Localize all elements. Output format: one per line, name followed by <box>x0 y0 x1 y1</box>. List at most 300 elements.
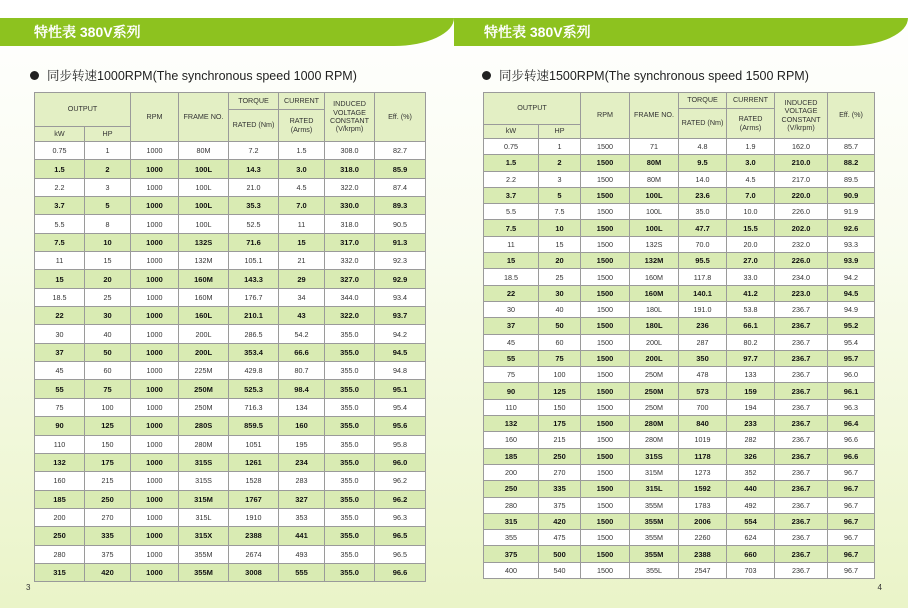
cell-current: 440 <box>727 481 775 497</box>
table-row <box>484 383 875 399</box>
cell-hp: 30 <box>539 285 581 301</box>
cell-eff: 88.2 <box>828 155 875 171</box>
cell-rpm: 1000 <box>131 343 179 361</box>
cell-torque: 140.1 <box>679 285 727 301</box>
cell-hp: 150 <box>539 399 581 415</box>
cell-frame: 200L <box>630 334 679 350</box>
cell-rpm: 1500 <box>581 530 630 546</box>
cell-torque: 70.0 <box>679 236 727 252</box>
cell-hp: 5 <box>539 187 581 203</box>
cell-eff: 91.3 <box>375 233 426 251</box>
cell-eff: 96.5 <box>375 545 426 563</box>
table-row <box>484 481 875 497</box>
cell-rpm: 1500 <box>581 139 630 155</box>
cell-current: 660 <box>727 546 775 562</box>
table-row <box>35 545 426 563</box>
cell-torque: 35.3 <box>229 197 279 215</box>
table-row <box>484 530 875 546</box>
page-number: 3 <box>26 583 31 592</box>
cell-voltage: 355.0 <box>325 417 375 435</box>
cell-hp: 420 <box>85 563 131 581</box>
header-torque: TORQUE <box>679 93 727 109</box>
cell-hp: 540 <box>539 562 581 578</box>
cell-eff: 95.1 <box>375 380 426 398</box>
cell-frame: 355M <box>630 546 679 562</box>
cell-voltage: 162.0 <box>775 139 828 155</box>
cell-rpm: 1000 <box>131 453 179 471</box>
cell-torque: 47.7 <box>679 220 727 236</box>
cell-current: 1.9 <box>727 139 775 155</box>
cell-kw: 45 <box>484 334 539 350</box>
cell-eff: 96.0 <box>828 367 875 383</box>
cell-frame: 250M <box>179 380 229 398</box>
cell-torque: 1261 <box>229 453 279 471</box>
table-row <box>35 508 426 526</box>
table-row <box>35 252 426 270</box>
table-row <box>484 269 875 285</box>
cell-frame: 315L <box>179 508 229 526</box>
cell-torque: 1528 <box>229 472 279 490</box>
table-row <box>35 343 426 361</box>
cell-eff: 95.2 <box>828 318 875 334</box>
cell-kw: 2.2 <box>484 171 539 187</box>
cell-rpm: 1000 <box>131 288 179 306</box>
cell-kw: 185 <box>35 490 85 508</box>
cell-torque: 71.6 <box>229 233 279 251</box>
table-row <box>35 270 426 288</box>
table-row <box>484 448 875 464</box>
cell-torque: 859.5 <box>229 417 279 435</box>
cell-eff: 96.0 <box>375 453 426 471</box>
cell-kw: 3.7 <box>484 187 539 203</box>
cell-rpm: 1000 <box>131 307 179 325</box>
cell-voltage: 236.7 <box>775 546 828 562</box>
cell-current: 10.0 <box>727 204 775 220</box>
cell-current: 4.5 <box>279 178 325 196</box>
cell-frame: 355M <box>630 497 679 513</box>
cell-rpm: 1500 <box>581 220 630 236</box>
cell-hp: 270 <box>539 464 581 480</box>
cell-kw: 0.75 <box>484 139 539 155</box>
cell-eff: 89.5 <box>828 171 875 187</box>
cell-rpm: 1500 <box>581 155 630 171</box>
cell-hp: 15 <box>539 236 581 252</box>
table-row <box>35 563 426 581</box>
header-voltage: INDUCED VOLTAGE CONSTANT (V/krpm) <box>775 93 828 139</box>
cell-kw: 90 <box>484 383 539 399</box>
cell-kw: 55 <box>484 350 539 366</box>
cell-current: 3.0 <box>279 160 325 178</box>
cell-frame: 160M <box>179 288 229 306</box>
cell-current: 98.4 <box>279 380 325 398</box>
cell-voltage: 236.7 <box>775 301 828 317</box>
cell-current: 27.0 <box>727 253 775 269</box>
cell-frame: 315L <box>630 481 679 497</box>
cell-hp: 335 <box>539 481 581 497</box>
table-row <box>35 178 426 196</box>
table-body <box>484 139 875 579</box>
cell-torque: 236 <box>679 318 727 334</box>
cell-current: 555 <box>279 563 325 581</box>
cell-current: 15.5 <box>727 220 775 236</box>
cell-kw: 110 <box>35 435 85 453</box>
header-rpm: RPM <box>131 93 179 142</box>
cell-rpm: 1500 <box>581 269 630 285</box>
cell-torque: 1783 <box>679 497 727 513</box>
cell-eff: 93.7 <box>375 307 426 325</box>
header-rpm: RPM <box>581 93 630 139</box>
cell-eff: 92.3 <box>375 252 426 270</box>
spec-table-1000rpm <box>34 92 426 582</box>
cell-frame: 71 <box>630 139 679 155</box>
cell-torque: 287 <box>679 334 727 350</box>
subtitle-text: 同步转速1500RPM(The synchronous speed 1500 RPM) <box>499 69 809 83</box>
cell-rpm: 1000 <box>131 380 179 398</box>
cell-current: 195 <box>279 435 325 453</box>
cell-voltage: 236.7 <box>775 399 828 415</box>
cell-voltage: 236.7 <box>775 432 828 448</box>
cell-rpm: 1500 <box>581 367 630 383</box>
cell-kw: 22 <box>484 285 539 301</box>
cell-kw: 185 <box>484 448 539 464</box>
cell-torque: 2674 <box>229 545 279 563</box>
cell-hp: 100 <box>85 398 131 416</box>
cell-torque: 9.5 <box>679 155 727 171</box>
cell-rpm: 1500 <box>581 399 630 415</box>
cell-rpm: 1500 <box>581 432 630 448</box>
page-right <box>454 0 908 608</box>
cell-voltage: 236.7 <box>775 350 828 366</box>
table-row <box>484 301 875 317</box>
cell-current: 41.2 <box>727 285 775 301</box>
cell-current: 282 <box>727 432 775 448</box>
cell-kw: 160 <box>35 472 85 490</box>
cell-kw: 355 <box>484 530 539 546</box>
subtitle-text: 同步转速1000RPM(The synchronous speed 1000 RPM) <box>47 69 357 83</box>
cell-eff: 94.5 <box>828 285 875 301</box>
cell-frame: 315S <box>179 472 229 490</box>
cell-voltage: 236.7 <box>775 416 828 432</box>
cell-frame: 160M <box>179 270 229 288</box>
cell-frame: 100L <box>179 160 229 178</box>
cell-hp: 335 <box>85 527 131 545</box>
cell-frame: 160M <box>630 285 679 301</box>
cell-kw: 110 <box>484 399 539 415</box>
cell-eff: 96.5 <box>375 527 426 545</box>
cell-hp: 15 <box>85 252 131 270</box>
table-row <box>484 562 875 578</box>
table-row <box>484 155 875 171</box>
cell-rpm: 1500 <box>581 350 630 366</box>
cell-torque: 191.0 <box>679 301 727 317</box>
cell-hp: 475 <box>539 530 581 546</box>
cell-torque: 35.0 <box>679 204 727 220</box>
cell-frame: 160L <box>179 307 229 325</box>
cell-torque: 95.5 <box>679 253 727 269</box>
cell-eff: 94.2 <box>828 269 875 285</box>
cell-kw: 90 <box>35 417 85 435</box>
cell-current: 554 <box>727 513 775 529</box>
cell-current: 7.0 <box>727 187 775 203</box>
table-row <box>35 417 426 435</box>
cell-hp: 125 <box>539 383 581 399</box>
cell-rpm: 1000 <box>131 545 179 563</box>
cell-kw: 1.5 <box>35 160 85 178</box>
cell-torque: 176.7 <box>229 288 279 306</box>
cell-voltage: 236.7 <box>775 318 828 334</box>
cell-voltage: 355.0 <box>325 380 375 398</box>
cell-frame: 132S <box>630 236 679 252</box>
cell-frame: 315S <box>179 453 229 471</box>
header-current: CURRENT <box>279 93 325 110</box>
cell-eff: 95.4 <box>828 334 875 350</box>
cell-kw: 30 <box>484 301 539 317</box>
cell-current: 133 <box>727 367 775 383</box>
cell-eff: 96.7 <box>828 513 875 529</box>
cell-rpm: 1000 <box>131 233 179 251</box>
table-row <box>484 350 875 366</box>
section-subtitle <box>30 66 357 84</box>
cell-kw: 7.5 <box>35 233 85 251</box>
cell-current: 20.0 <box>727 236 775 252</box>
cell-rpm: 1500 <box>581 416 630 432</box>
table-row <box>484 285 875 301</box>
cell-voltage: 217.0 <box>775 171 828 187</box>
cell-rpm: 1500 <box>581 253 630 269</box>
cell-torque: 429.8 <box>229 362 279 380</box>
cell-kw: 200 <box>35 508 85 526</box>
bullet-icon <box>482 71 491 80</box>
cell-rpm: 1000 <box>131 197 179 215</box>
cell-hp: 125 <box>85 417 131 435</box>
cell-torque: 716.3 <box>229 398 279 416</box>
table-row <box>35 490 426 508</box>
table-body <box>35 142 426 582</box>
cell-frame: 200L <box>179 343 229 361</box>
cell-voltage: 226.0 <box>775 253 828 269</box>
cell-hp: 50 <box>85 343 131 361</box>
cell-torque: 350 <box>679 350 727 366</box>
header-torque: TORQUE <box>229 93 279 110</box>
cell-kw: 280 <box>35 545 85 563</box>
cell-current: 53.8 <box>727 301 775 317</box>
cell-kw: 160 <box>484 432 539 448</box>
cell-rpm: 1000 <box>131 160 179 178</box>
banner-title: 特性表 380V系列 <box>34 24 141 40</box>
cell-kw: 37 <box>484 318 539 334</box>
cell-torque: 2388 <box>679 546 727 562</box>
cell-current: 7.0 <box>279 197 325 215</box>
header-frame: FRAME NO. <box>630 93 679 139</box>
cell-frame: 250M <box>630 399 679 415</box>
cell-kw: 280 <box>484 497 539 513</box>
table-row <box>35 398 426 416</box>
cell-kw: 315 <box>484 513 539 529</box>
cell-torque: 2260 <box>679 530 727 546</box>
cell-frame: 100L <box>630 187 679 203</box>
cell-kw: 55 <box>35 380 85 398</box>
cell-voltage: 355.0 <box>325 325 375 343</box>
cell-torque: 573 <box>679 383 727 399</box>
cell-eff: 96.7 <box>828 497 875 513</box>
cell-torque: 105.1 <box>229 252 279 270</box>
table-row <box>484 220 875 236</box>
header-kw: kW <box>484 125 539 139</box>
cell-frame: 280M <box>179 435 229 453</box>
header-hp: HP <box>85 127 131 142</box>
table-row <box>484 416 875 432</box>
cell-hp: 25 <box>539 269 581 285</box>
cell-rpm: 1000 <box>131 435 179 453</box>
table-row <box>484 546 875 562</box>
cell-current: 29 <box>279 270 325 288</box>
cell-hp: 270 <box>85 508 131 526</box>
cell-kw: 15 <box>484 253 539 269</box>
table-row <box>35 197 426 215</box>
cell-current: 493 <box>279 545 325 563</box>
cell-hp: 3 <box>539 171 581 187</box>
cell-torque: 1051 <box>229 435 279 453</box>
table-row <box>35 435 426 453</box>
cell-voltage: 355.0 <box>325 362 375 380</box>
table-row <box>35 307 426 325</box>
cell-current: 624 <box>727 530 775 546</box>
cell-current: 159 <box>727 383 775 399</box>
cell-hp: 5 <box>85 197 131 215</box>
cell-hp: 100 <box>539 367 581 383</box>
cell-hp: 420 <box>539 513 581 529</box>
cell-voltage: 344.0 <box>325 288 375 306</box>
table-row <box>35 142 426 160</box>
cell-eff: 96.1 <box>828 383 875 399</box>
cell-frame: 280S <box>179 417 229 435</box>
cell-current: 11 <box>279 215 325 233</box>
cell-voltage: 355.0 <box>325 490 375 508</box>
cell-eff: 96.3 <box>828 399 875 415</box>
table-row <box>484 334 875 350</box>
table-row <box>484 318 875 334</box>
cell-kw: 315 <box>35 563 85 581</box>
cell-kw: 18.5 <box>35 288 85 306</box>
cell-hp: 175 <box>539 416 581 432</box>
cell-rpm: 1000 <box>131 563 179 581</box>
cell-torque: 210.1 <box>229 307 279 325</box>
table-row <box>484 464 875 480</box>
cell-hp: 215 <box>539 432 581 448</box>
cell-torque: 143.3 <box>229 270 279 288</box>
cell-eff: 95.7 <box>828 350 875 366</box>
cell-kw: 250 <box>484 481 539 497</box>
cell-hp: 20 <box>85 270 131 288</box>
cell-eff: 96.7 <box>828 546 875 562</box>
cell-hp: 40 <box>539 301 581 317</box>
cell-kw: 5.5 <box>484 204 539 220</box>
cell-torque: 478 <box>679 367 727 383</box>
cell-hp: 30 <box>85 307 131 325</box>
cell-frame: 100L <box>630 220 679 236</box>
cell-frame: 280M <box>630 432 679 448</box>
cell-frame: 100L <box>179 215 229 233</box>
cell-current: 4.5 <box>727 171 775 187</box>
table-row <box>35 325 426 343</box>
cell-hp: 2 <box>539 155 581 171</box>
table-row <box>35 233 426 251</box>
cell-eff: 93.4 <box>375 288 426 306</box>
cell-hp: 1 <box>539 139 581 155</box>
cell-frame: 200L <box>630 350 679 366</box>
cell-hp: 3 <box>85 178 131 196</box>
cell-kw: 2.2 <box>35 178 85 196</box>
cell-eff: 95.8 <box>375 435 426 453</box>
cell-eff: 96.7 <box>828 530 875 546</box>
cell-torque: 21.0 <box>229 178 279 196</box>
cell-kw: 5.5 <box>35 215 85 233</box>
cell-hp: 215 <box>85 472 131 490</box>
cell-rpm: 1500 <box>581 513 630 529</box>
cell-eff: 91.9 <box>828 204 875 220</box>
cell-hp: 7.5 <box>539 204 581 220</box>
cell-current: 15 <box>279 233 325 251</box>
header-frame: FRAME NO. <box>179 93 229 142</box>
cell-torque: 1910 <box>229 508 279 526</box>
cell-voltage: 322.0 <box>325 307 375 325</box>
cell-rpm: 1000 <box>131 178 179 196</box>
cell-frame: 132M <box>179 252 229 270</box>
cell-current: 3.0 <box>727 155 775 171</box>
cell-rpm: 1000 <box>131 142 179 160</box>
cell-voltage: 322.0 <box>325 178 375 196</box>
cell-voltage: 202.0 <box>775 220 828 236</box>
cell-eff: 93.9 <box>828 253 875 269</box>
cell-torque: 1767 <box>229 490 279 508</box>
cell-current: 97.7 <box>727 350 775 366</box>
cell-current: 703 <box>727 562 775 578</box>
cell-voltage: 236.7 <box>775 334 828 350</box>
cell-current: 194 <box>727 399 775 415</box>
cell-rpm: 1000 <box>131 490 179 508</box>
table-row <box>484 497 875 513</box>
cell-eff: 95.4 <box>375 398 426 416</box>
cell-eff: 89.3 <box>375 197 426 215</box>
cell-voltage: 236.7 <box>775 481 828 497</box>
cell-rpm: 1500 <box>581 562 630 578</box>
cell-kw: 0.75 <box>35 142 85 160</box>
cell-hp: 1 <box>85 142 131 160</box>
cell-hp: 40 <box>85 325 131 343</box>
cell-frame: 315M <box>630 464 679 480</box>
cell-kw: 75 <box>484 367 539 383</box>
cell-eff: 94.2 <box>375 325 426 343</box>
cell-current: 66.1 <box>727 318 775 334</box>
cell-rpm: 1000 <box>131 362 179 380</box>
cell-eff: 96.7 <box>828 464 875 480</box>
table-row <box>484 513 875 529</box>
cell-frame: 355M <box>179 545 229 563</box>
cell-kw: 45 <box>35 362 85 380</box>
cell-frame: 355M <box>630 513 679 529</box>
cell-torque: 2388 <box>229 527 279 545</box>
cell-torque: 1273 <box>679 464 727 480</box>
table-row <box>35 453 426 471</box>
header-output: OUTPUT <box>484 93 581 125</box>
cell-frame: 132M <box>630 253 679 269</box>
cell-frame: 315X <box>179 527 229 545</box>
cell-eff: 96.2 <box>375 472 426 490</box>
cell-torque: 7.2 <box>229 142 279 160</box>
cell-current: 352 <box>727 464 775 480</box>
cell-voltage: 355.0 <box>325 472 375 490</box>
cell-rpm: 1500 <box>581 546 630 562</box>
